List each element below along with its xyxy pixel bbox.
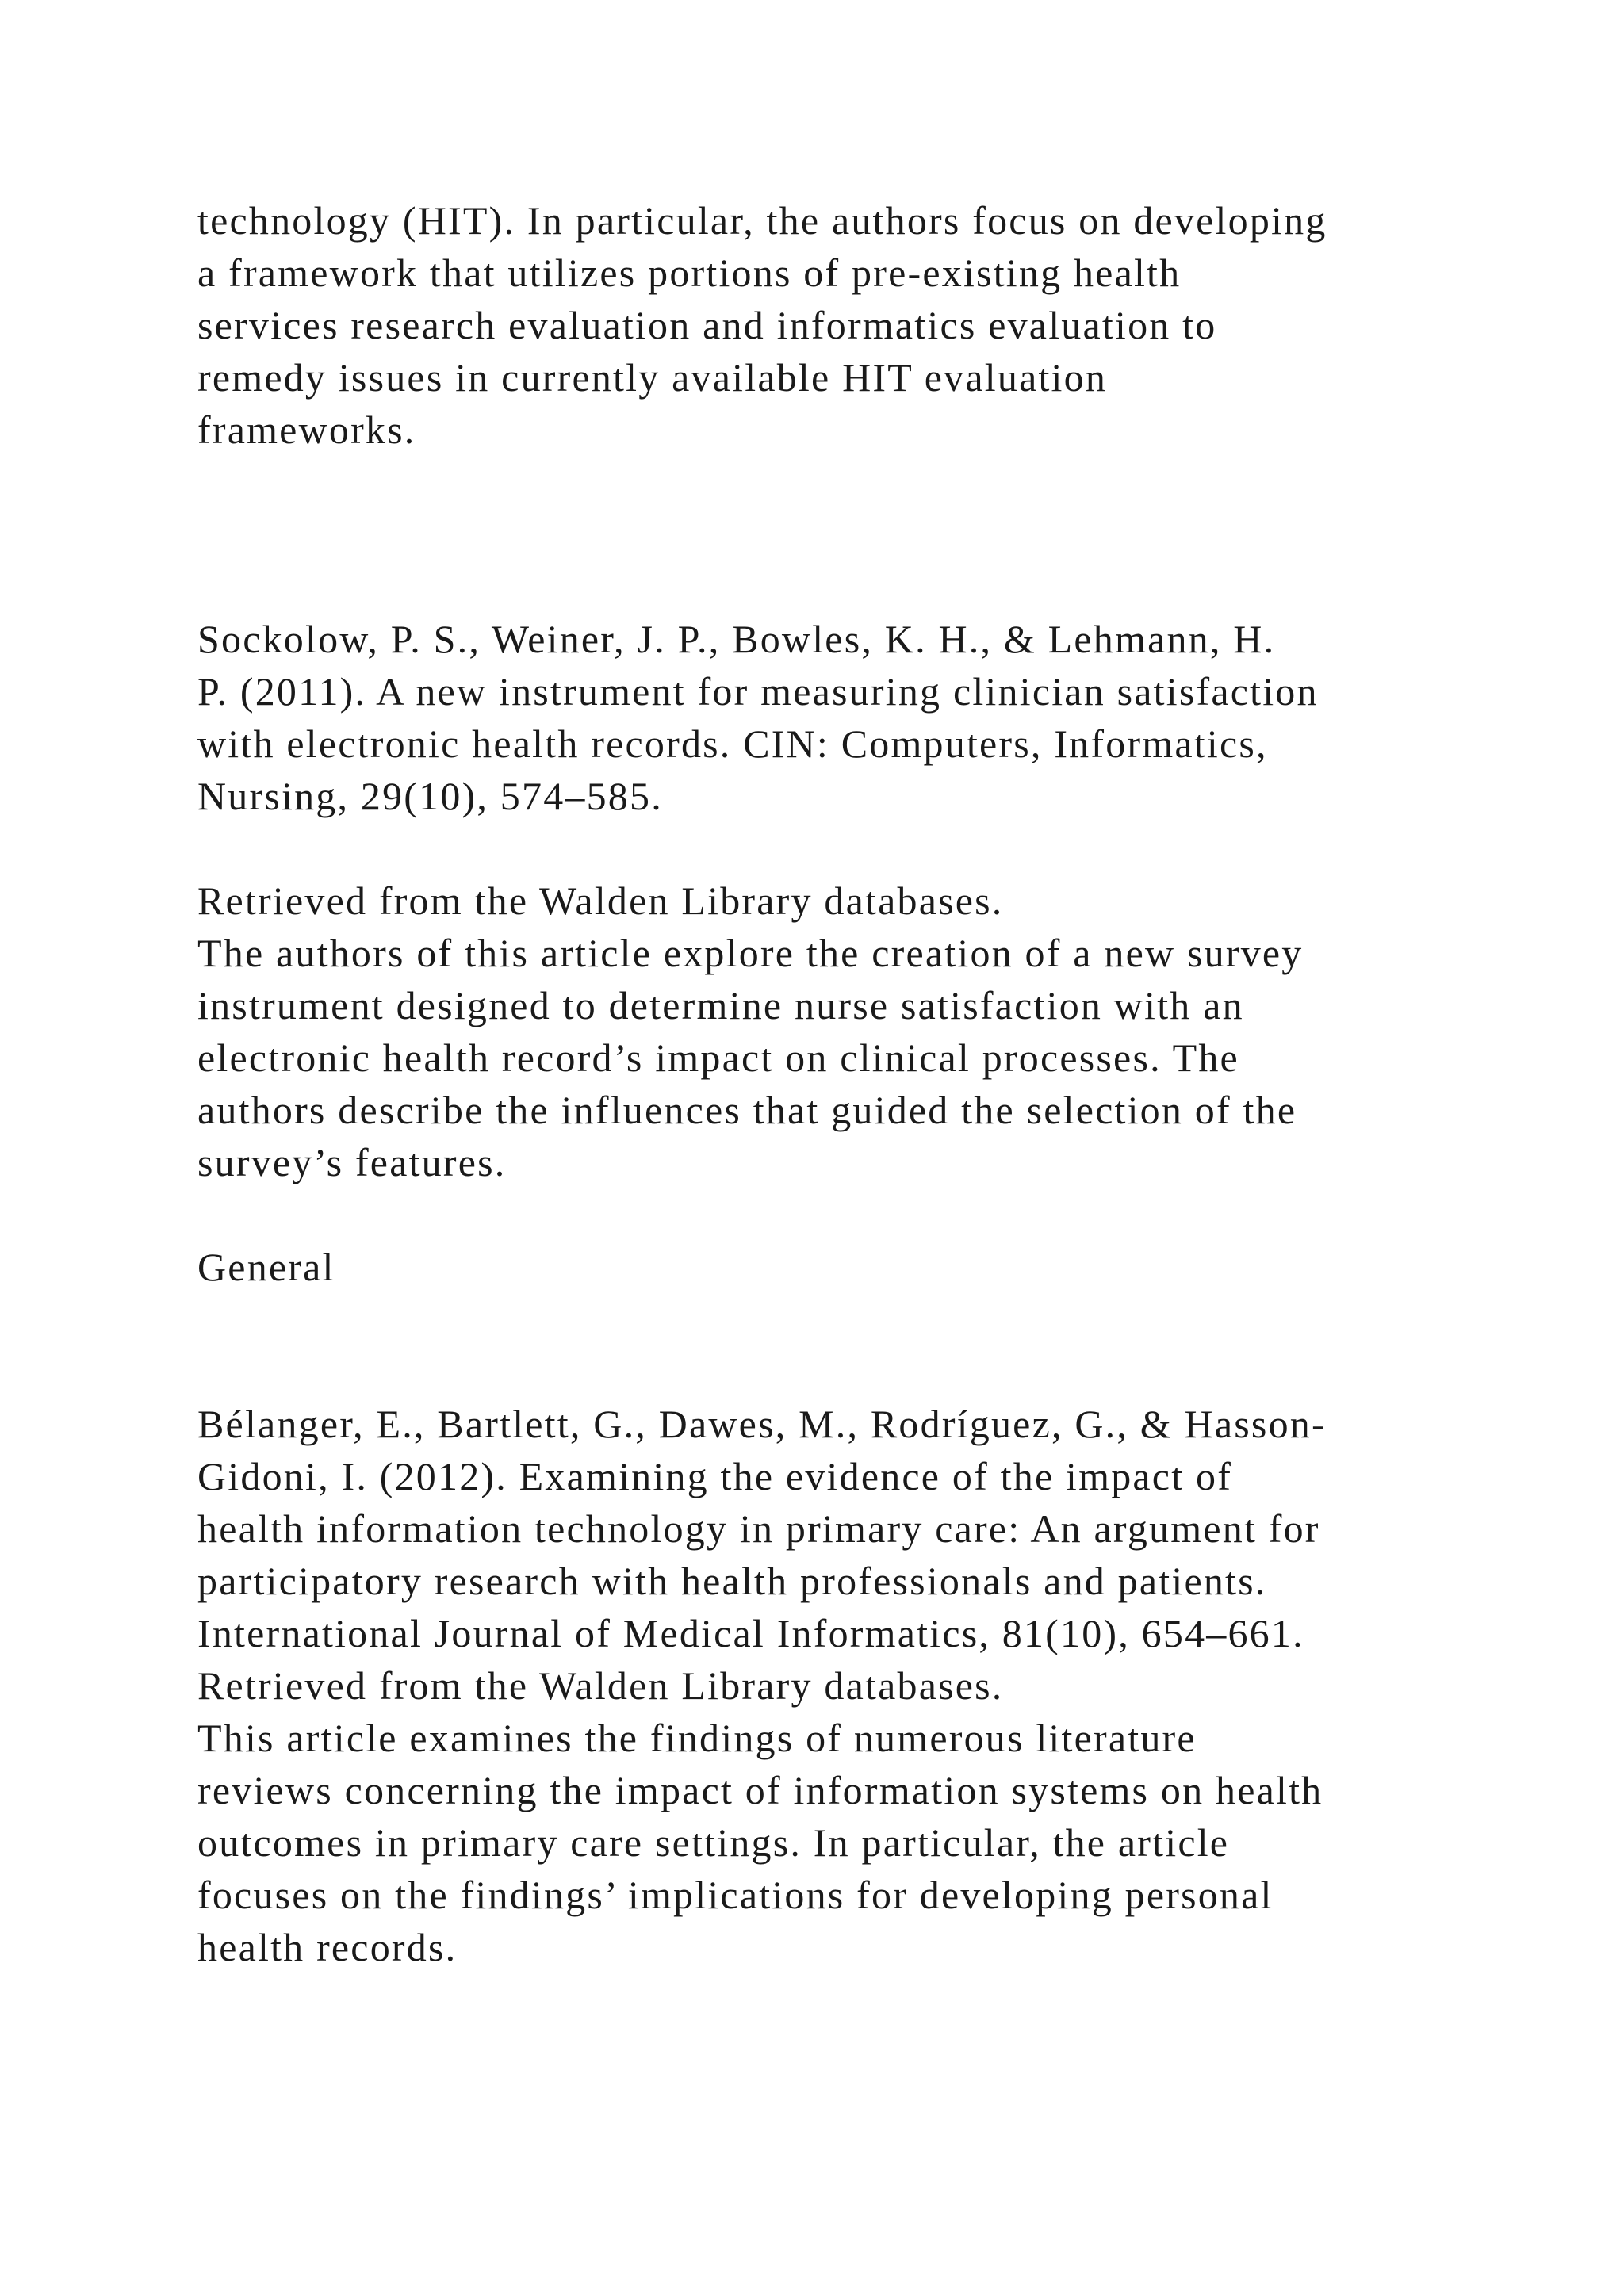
paragraph-line: a framework that utilizes portions of pre-existing health (197, 251, 1182, 295)
section-heading: General (197, 1245, 335, 1289)
paragraph-line: services research evaluation and informatics evaluation to (197, 303, 1217, 347)
citation-line: Bélanger, E., Bartlett, G., Dawes, M., Rodríguez, G., & Hasson- (197, 1402, 1327, 1446)
annotation-line: reviews concerning the impact of information systems on health (197, 1768, 1323, 1812)
citation-line: Gidoni, I. (2012). Examining the evidence of the impact of (197, 1454, 1233, 1498)
citation-line: health information technology in primary care: An argument for (197, 1506, 1320, 1551)
citation-line: International Journal of Medical Informatics, 81(10), 654–661. (197, 1611, 1304, 1655)
annotation-line: authors describe the influences that guided the selection of the (197, 1088, 1297, 1132)
citation-line: participatory research with health professionals and patients. (197, 1559, 1267, 1603)
annotation-line: electronic health record’s impact on clinical processes. The (197, 1035, 1239, 1080)
citation-line: P. (2011). A new instrument for measuring clinician satisfaction (197, 669, 1319, 714)
citation-line: Sockolow, P. S., Weiner, J. P., Bowles, K. H., & Lehmann, H. (197, 617, 1276, 661)
annotation-line: survey’s features. (197, 1140, 507, 1184)
annotation-line: The authors of this article explore the creation of a new survey (197, 931, 1304, 975)
annotation-line: focuses on the findings’ implications for developing personal (197, 1873, 1274, 1917)
citation-line: with electronic health records. CIN: Computers, Informatics, (197, 721, 1268, 766)
paragraph-line: frameworks. (197, 408, 416, 452)
annotation-line: instrument designed to determine nurse satisfaction with an (197, 983, 1244, 1027)
annotation-line: Retrieved from the Walden Library databases. (197, 1663, 1004, 1708)
annotation-line: This article examines the findings of numerous literature (197, 1716, 1197, 1760)
paragraph-line: remedy issues in currently available HIT evaluation (197, 355, 1108, 400)
annotation-line: Retrieved from the Walden Library databases. (197, 878, 1004, 923)
annotation-line: health records. (197, 1925, 458, 1969)
paragraph-line: technology (HIT). In particular, the authors focus on developing (197, 198, 1327, 243)
citation-line: Nursing, 29(10), 574–585. (197, 774, 663, 818)
annotation-line: outcomes in primary care settings. In particular, the article (197, 1820, 1230, 1865)
